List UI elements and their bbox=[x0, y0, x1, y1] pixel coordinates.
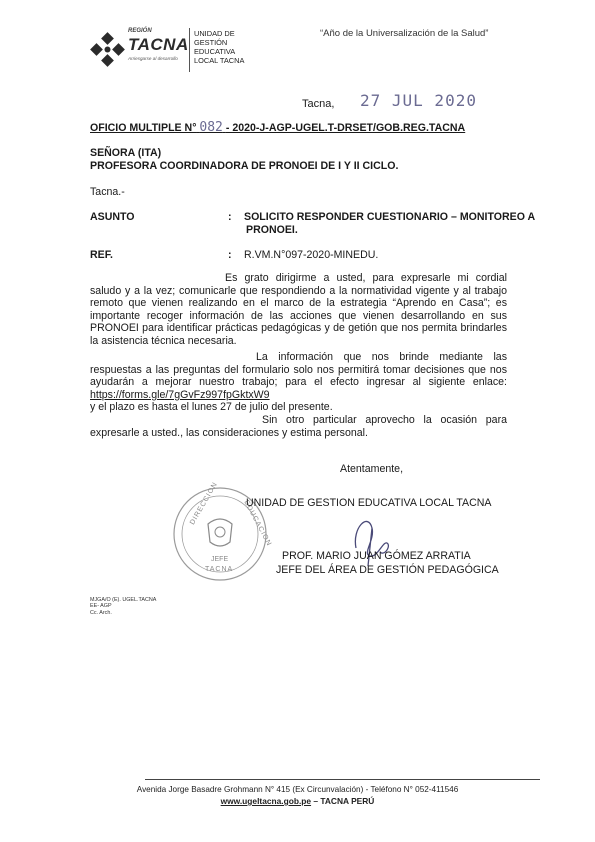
office-suffix: - 2020-J-AGP-UGEL.T-DRSET/GOB.REG.TACNA bbox=[225, 122, 466, 134]
footer-website-suffix: – TACNA PERÚ bbox=[313, 796, 375, 806]
subject-text bbox=[244, 211, 535, 237]
paragraph-text: La información que nos brinde mediante las respuestas a las preguntas del formulario solo nos permitirá tomar decisiones que nos ayudarán a mejorar nuestro trabajo; para el efecto ingresar al sigiente enlace: bbox=[90, 351, 507, 389]
footer-divider bbox=[145, 779, 540, 780]
office-number: 082 bbox=[199, 120, 223, 135]
unit-line: UNIDAD DE bbox=[194, 29, 235, 38]
region-logo bbox=[88, 30, 128, 70]
recipient-position: PROFESORA COORDINADORA DE PRONOEI DE I Y II CICLO. bbox=[90, 160, 399, 172]
logo-region-label: REGIÓN bbox=[128, 28, 152, 34]
subject-line: PRONOEI. bbox=[246, 224, 298, 236]
signer-name: PROF. MARIO JUAN GÓMEZ ARRATIA bbox=[282, 550, 471, 562]
stamp-right-text: EDUCACION bbox=[242, 499, 273, 548]
reference-colon: : bbox=[228, 249, 232, 261]
initials-block bbox=[90, 597, 156, 616]
unit-line: LOCAL TACNA bbox=[194, 56, 245, 65]
closing-institution: UNIDAD DE GESTION EDUCATIVA LOCAL TACNA bbox=[246, 497, 492, 509]
recipient-city: Tacna.- bbox=[90, 186, 125, 198]
paragraph-text: Sin otro particular aprovecho la ocasión para expresarle a usted., las consideraciones y estima personal. bbox=[90, 414, 507, 439]
unit-name bbox=[194, 29, 244, 65]
footer-website[interactable]: www.ugeltacna.gob.pe bbox=[220, 796, 312, 806]
year-motto: “Año de la Universalización de la Salud” bbox=[320, 28, 489, 39]
signer-title: JEFE DEL ÁREA DE GESTIÓN PEDAGÓGICA bbox=[276, 564, 499, 576]
stamp-top-text: DIRECCION bbox=[189, 480, 220, 527]
initials-line: EE- AGP bbox=[90, 603, 112, 610]
stamp-bottom-text: TACNA bbox=[205, 566, 234, 573]
body-paragraph-3 bbox=[90, 414, 507, 439]
office-prefix: OFICIO MULTIPLE N° bbox=[90, 122, 197, 134]
footer-address: Avenida Jorge Basadre Grohmann N° 415 (Ex Circunvalación) - Teléfono N° 052-411546 bbox=[136, 785, 459, 794]
reference-label: REF. bbox=[90, 249, 113, 261]
logo-tagline: Arriesgarse al desarrollo bbox=[128, 56, 178, 61]
recipient-title: SEÑORA (ITA) bbox=[90, 147, 162, 159]
paragraph-text: y el plazo es hasta el lunes 27 de julio del presente. bbox=[90, 401, 333, 414]
initials-line: MJGA/O (E). UGEL.TACNA bbox=[90, 597, 157, 603]
closing-greeting: Atentamente, bbox=[340, 463, 404, 475]
logo-divider bbox=[189, 28, 190, 72]
subject-colon: : bbox=[228, 211, 232, 223]
subject-label: ASUNTO bbox=[90, 211, 135, 223]
date-city: Tacna, bbox=[302, 98, 335, 110]
reference-value: R.VM.N°097-2020-MINEDU. bbox=[244, 249, 379, 261]
body-paragraph-1 bbox=[90, 272, 507, 348]
logo-emblem-icon bbox=[88, 30, 128, 70]
unit-line: EDUCATIVA bbox=[194, 47, 236, 56]
unit-line: GESTIÓN bbox=[194, 38, 228, 47]
office-number-line bbox=[90, 120, 465, 135]
body-paragraph-2 bbox=[90, 351, 507, 414]
form-link[interactable]: https://forms.gle/7gGvFz997fpGktxW9 bbox=[90, 388, 270, 401]
date-stamp: 27 JUL 2020 bbox=[360, 91, 477, 110]
subject-line: SOLICITO RESPONDER CUESTIONARIO – MONITOREO A bbox=[244, 211, 536, 223]
stamp-center-text: JEFE bbox=[211, 556, 229, 563]
paragraph-text: Es grato dirigirme a usted, para expresarle mi cordial saludo y a la vez; comunicarle que respondiendo a la normatividad vigente y al trabajo remoto que vienen realizando en el marco de la estrategia “Aprendo en Casa”; es importante recoger información de las acciones que vienen desarrollando en sus PRONOEI para identificar prácticas pedagógicas y de getión que nos permita brindarles la asistencia técnica necesaria. bbox=[90, 272, 507, 347]
footer-website-line bbox=[0, 796, 595, 806]
initials-line: Cc. Arch. bbox=[90, 609, 112, 616]
logo-name: TACNA bbox=[128, 35, 189, 54]
